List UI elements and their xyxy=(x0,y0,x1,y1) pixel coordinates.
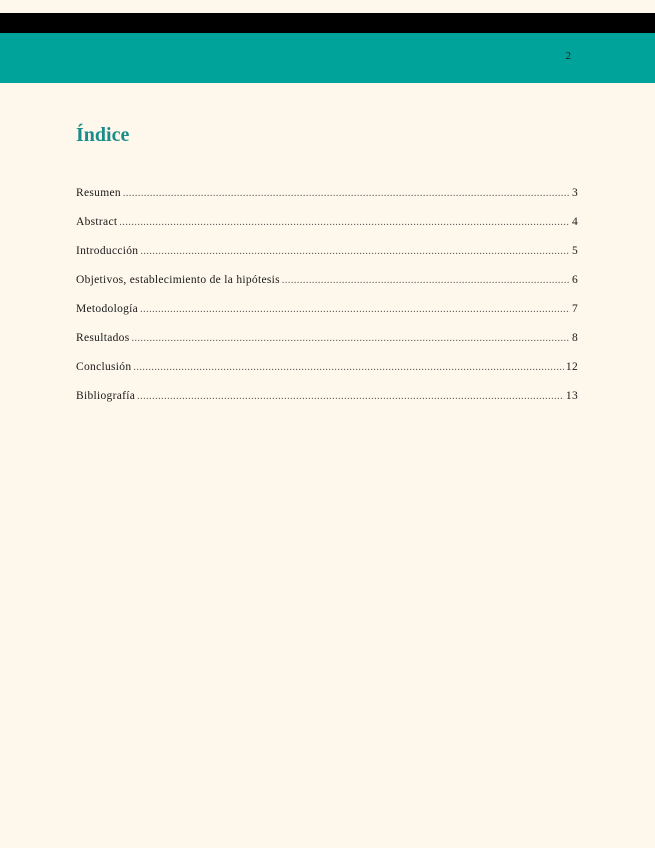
toc-entry-conclusion[interactable] xyxy=(76,361,578,390)
toc-entry-resultados[interactable] xyxy=(76,332,578,361)
header-band xyxy=(0,33,655,83)
toc-entry-label: Metodología xyxy=(76,303,139,315)
toc-dot-leader xyxy=(140,304,570,315)
toc-dot-leader xyxy=(123,188,570,199)
toc-entry-abstract[interactable] xyxy=(76,216,578,245)
toc-entry-resumen[interactable] xyxy=(76,187,578,216)
toc-entry-metodologia[interactable] xyxy=(76,303,578,332)
page-number: 2 xyxy=(565,50,571,62)
toc-dot-leader xyxy=(140,246,570,257)
toc-entry-page: 7 xyxy=(571,303,578,315)
toc-entry-page: 4 xyxy=(571,216,578,228)
toc-dot-leader xyxy=(133,362,564,373)
toc-entry-label: Bibliografía xyxy=(76,390,136,402)
toc-entry-page: 13 xyxy=(565,390,578,402)
toc-entry-objetivos[interactable] xyxy=(76,274,578,303)
toc-title: Índice xyxy=(76,124,130,146)
toc-dot-leader xyxy=(119,217,570,228)
toc-entry-introduccion[interactable] xyxy=(76,245,578,274)
toc-entry-page: 6 xyxy=(571,274,578,286)
toc-entry-bibliografia[interactable] xyxy=(76,390,578,419)
toc-entry-label: Introducción xyxy=(76,245,139,257)
toc-dot-leader xyxy=(131,333,569,344)
toc-entry-label: Abstract xyxy=(76,216,118,228)
toc-dot-leader xyxy=(282,275,570,286)
toc-entry-label: Resumen xyxy=(76,187,121,199)
table-of-contents xyxy=(76,187,578,419)
toc-dot-leader xyxy=(137,391,564,402)
toc-entry-page: 5 xyxy=(571,245,578,257)
toc-entry-label: Objetivos, establecimiento de la hipótesis xyxy=(76,274,280,286)
toc-entry-page: 8 xyxy=(571,332,578,344)
toc-entry-label: Resultados xyxy=(76,332,130,344)
toc-entry-page: 3 xyxy=(571,187,578,199)
top-black-bar xyxy=(0,13,655,33)
toc-entry-label: Conclusión xyxy=(76,361,132,373)
toc-entry-page: 12 xyxy=(565,361,578,373)
